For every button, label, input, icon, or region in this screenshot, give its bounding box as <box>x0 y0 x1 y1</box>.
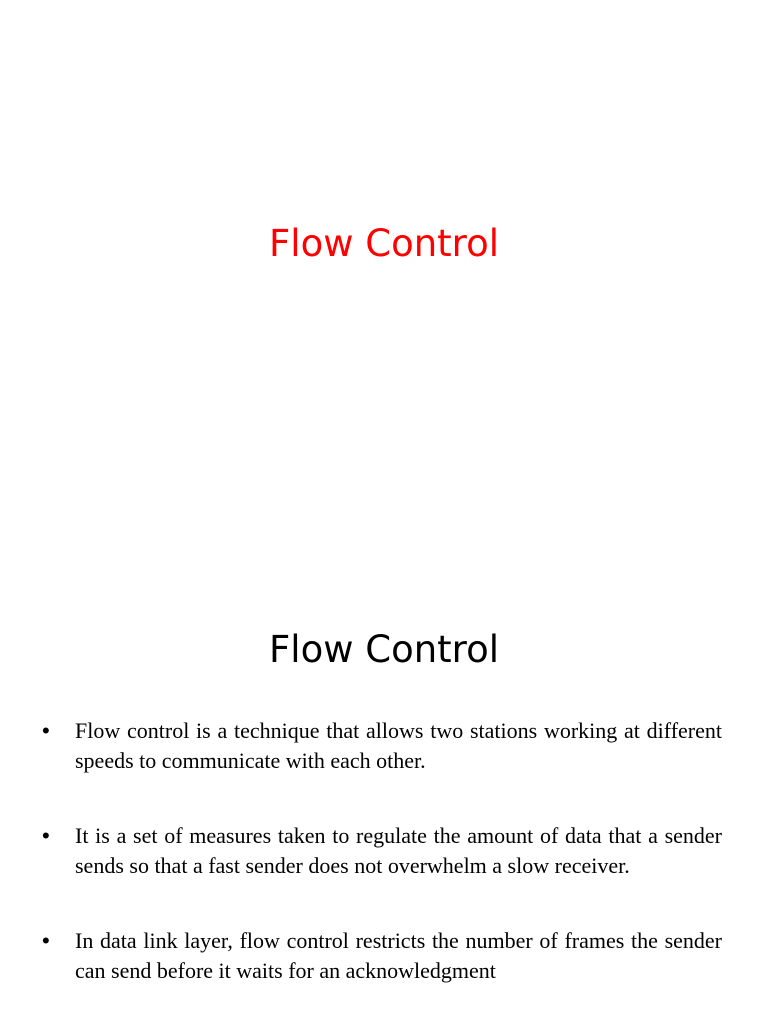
slide-title: Flow Control <box>269 628 499 671</box>
bullet-list <box>42 716 722 1031</box>
slide-2 <box>0 576 768 1024</box>
bullet-icon: • <box>42 928 50 953</box>
bullet-text: In data link layer, flow control restricts the number of frames the sender can send before it waits for an acknowledgment <box>75 928 722 983</box>
bullet-item <box>42 821 722 881</box>
bullet-icon: • <box>42 718 50 743</box>
bullet-item <box>42 926 722 986</box>
bullet-icon: • <box>42 823 50 848</box>
bullet-item <box>42 716 722 776</box>
slide-title: Flow Control <box>269 222 499 265</box>
bullet-text: It is a set of measures taken to regulate the amount of data that a sender sends so that a fast sender does not overwhelm a slow receiver. <box>75 823 722 878</box>
bullet-text: Flow control is a technique that allows two stations working at different speeds to communicate with each other. <box>75 718 722 773</box>
